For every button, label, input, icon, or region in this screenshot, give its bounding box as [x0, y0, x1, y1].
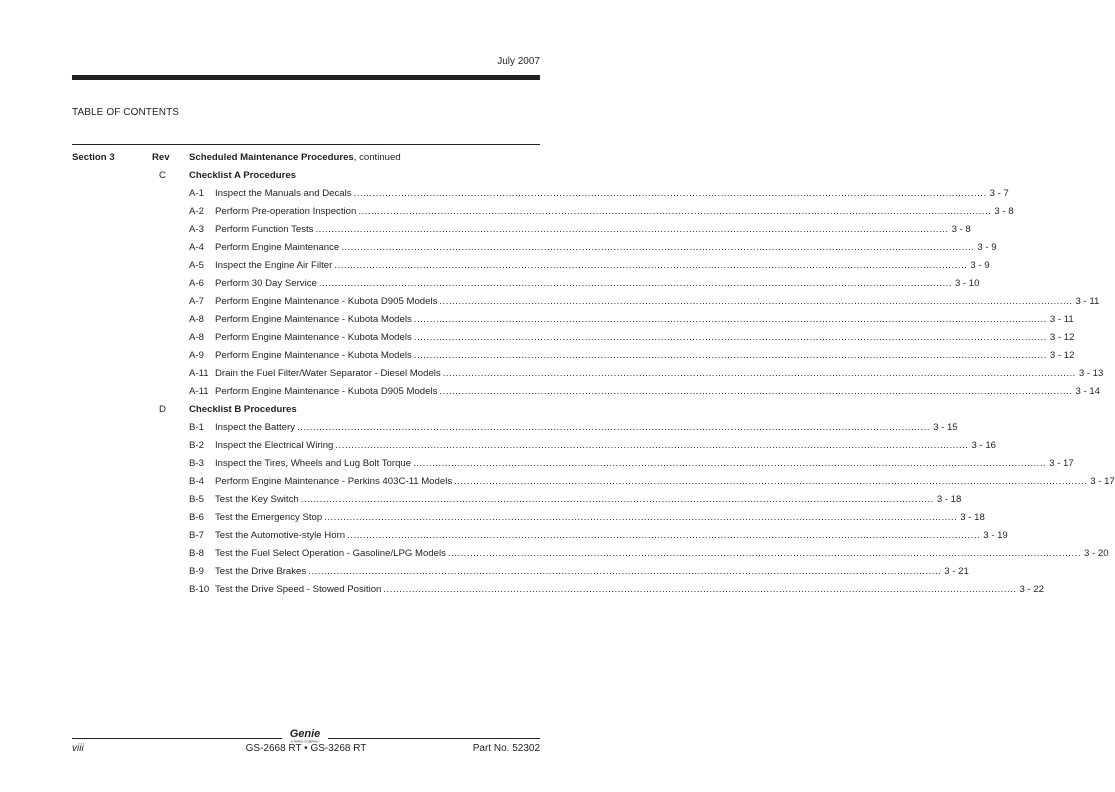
page-reference: 3 - 12 [1049, 350, 1075, 361]
logo-subtext: A TEREX COMPANY [290, 739, 320, 744]
procedure-number: B-4 [189, 476, 204, 487]
toc-entry[interactable] [0, 349, 1075, 363]
toc-entry[interactable] [0, 367, 1104, 381]
procedure-title: Test the Drive Speed - Stowed Position [215, 584, 382, 595]
dot-leader: ........................................................................................................................................................................................................ [358, 206, 992, 217]
footer-part-number: Part No. 52302 [472, 743, 540, 754]
toc-entry[interactable] [0, 475, 1115, 489]
checklist-title: Checklist A Procedures [189, 170, 296, 181]
toc-entry[interactable] [0, 331, 1075, 345]
procedure-number: A-7 [189, 296, 204, 307]
dot-leader: ........................................................................................................................................................................................................ [347, 530, 981, 541]
procedure-title: Perform Engine Maintenance - Kubota D905 Models [215, 386, 438, 397]
logo-wordmark: Genie [289, 728, 321, 740]
procedure-number: B-8 [189, 548, 204, 559]
dot-leader: ........................................................................................................................................................................................................ [308, 566, 942, 577]
procedure-title: Perform Engine Maintenance - Perkins 403C-11 Models [215, 476, 453, 487]
page-reference: 3 - 8 [951, 224, 971, 235]
procedure-number: A-11 [189, 368, 209, 379]
procedure-title: Perform Engine Maintenance - Kubota Models [215, 314, 412, 325]
page-reference: 3 - 22 [1019, 584, 1045, 595]
toc-entry[interactable] [0, 223, 971, 237]
dot-leader: ........................................................................................................................................................................................................ [335, 440, 969, 451]
procedure-title: Inspect the Battery [215, 422, 295, 433]
page-reference: 3 - 18 [960, 512, 985, 523]
procedure-title: Perform Engine Maintenance [215, 242, 340, 253]
toc-entry[interactable] [0, 385, 1101, 399]
page-reference: 3 - 8 [994, 206, 1014, 217]
dot-leader: ........................................................................................................................................................................................................ [341, 242, 975, 253]
procedure-number: B-2 [189, 440, 204, 451]
dot-leader: ........................................................................................................................................................................................................ [353, 188, 987, 199]
section-title-text: Scheduled Maintenance Procedures [189, 152, 354, 163]
page-reference: 3 - 17 [1049, 458, 1074, 469]
page-reference: 3 - 20 [1084, 548, 1109, 559]
toc-entry[interactable] [0, 565, 969, 579]
page-reference: 3 - 11 [1075, 296, 1100, 307]
procedure-number: A-6 [189, 278, 204, 289]
page-reference: 3 - 15 [933, 422, 958, 433]
toc-entry[interactable] [0, 187, 1009, 201]
page-reference: 3 - 17 [1090, 476, 1115, 487]
procedure-number: A-11 [189, 386, 209, 397]
procedure-title: Perform 30 Day Service [215, 278, 317, 289]
toc-entry[interactable] [0, 439, 997, 453]
procedure-number: A-9 [189, 350, 204, 361]
group-header-row [0, 403, 612, 417]
toc-entry[interactable] [0, 457, 1074, 471]
section-title-suffix: , continued [353, 152, 401, 163]
page-reference: 3 - 9 [970, 260, 990, 271]
rev-column-label: Rev [152, 152, 170, 163]
toc-entry[interactable] [0, 547, 1109, 561]
section-title [189, 151, 401, 165]
procedure-number: A-3 [189, 224, 204, 235]
procedure-title: Inspect the Tires, Wheels and Lug Bolt Torque [215, 458, 412, 469]
toc-title: TABLE OF CONTENTS [72, 107, 180, 118]
procedure-title: Inspect the Manuals and Decals [215, 188, 352, 199]
procedure-number: A-8 [189, 314, 204, 325]
page-reference: 3 - 16 [971, 440, 997, 451]
procedure-title: Perform Pre-operation Inspection [215, 206, 357, 217]
procedure-number: A-1 [189, 188, 204, 199]
page-reference: 3 - 12 [1049, 332, 1075, 343]
header-date: July 2007 [497, 56, 540, 67]
header-rule [72, 75, 540, 80]
footer-rule-right [328, 738, 540, 739]
dot-leader: ........................................................................................................................................................................................................ [383, 584, 1017, 595]
page-reference: 3 - 14 [1075, 386, 1101, 397]
dot-leader: ........................................................................................................................................................................................................ [315, 224, 949, 235]
page-reference: 3 - 13 [1078, 368, 1104, 379]
procedure-number: B-5 [189, 494, 204, 505]
dot-leader: ........................................................................................................................................................................................................ [413, 350, 1047, 361]
checklist-title: Checklist B Procedures [189, 404, 297, 415]
procedure-title: Inspect the Electrical Wiring [215, 440, 334, 451]
toc-entry[interactable] [0, 241, 997, 255]
section-header-row [0, 151, 612, 165]
toc-entry[interactable] [0, 313, 1074, 327]
dot-leader: ........................................................................................................................................................................................................ [454, 476, 1088, 487]
procedure-title: Test the Key Switch [215, 494, 299, 505]
procedure-number: A-2 [189, 206, 204, 217]
toc-entry[interactable] [0, 421, 958, 435]
procedure-title: Test the Automotive-style Horn [215, 530, 346, 541]
footer-models: GS-2668 RT • GS-3268 RT [245, 743, 367, 754]
dot-leader: ........................................................................................................................................................................................................ [413, 458, 1047, 469]
dot-leader: ........................................................................................................................................................................................................ [297, 422, 931, 433]
toc-entry[interactable] [0, 583, 1045, 597]
dot-leader: ........................................................................................................................................................................................................ [447, 548, 1081, 559]
toc-entry[interactable] [0, 277, 980, 291]
procedure-title: Test the Drive Brakes [215, 566, 307, 577]
dot-leader: ........................................................................................................................................................................................................ [439, 296, 1073, 307]
page-reference: 3 - 19 [983, 530, 1008, 541]
revision-code: D [159, 404, 166, 415]
procedure-title: Test the Emergency Stop [215, 512, 323, 523]
genie-logo [285, 726, 325, 744]
procedure-number: B-3 [189, 458, 204, 469]
dot-leader: ........................................................................................................................................................................................................ [413, 332, 1047, 343]
dot-leader: ........................................................................................................................................................................................................ [442, 368, 1076, 379]
procedure-title: Perform Function Tests [215, 224, 314, 235]
toc-entry[interactable] [0, 511, 985, 525]
procedure-number: B-7 [189, 530, 204, 541]
procedure-title: Perform Engine Maintenance - Kubota Models [215, 350, 412, 361]
procedure-title: Perform Engine Maintenance - Kubota D905 Models [215, 296, 438, 307]
procedure-number: B-1 [189, 422, 204, 433]
page-reference: 3 - 7 [989, 188, 1009, 199]
dot-leader: ........................................................................................................................................................................................................ [324, 512, 958, 523]
page-reference: 3 - 18 [936, 494, 962, 505]
section-label: Section 3 [72, 152, 115, 163]
dot-leader: ........................................................................................................................................................................................................ [439, 386, 1073, 397]
page-reference: 3 - 10 [954, 278, 980, 289]
toc-entry[interactable] [0, 205, 1014, 219]
page-reference: 3 - 21 [944, 566, 969, 577]
dot-leader: ........................................................................................................................................................................................................ [300, 494, 934, 505]
section-rule [72, 144, 540, 145]
group-header-row [0, 169, 612, 183]
toc-entry[interactable] [0, 529, 1008, 543]
dot-leader: ........................................................................................................................................................................................................ [318, 278, 952, 289]
procedure-number: A-4 [189, 242, 204, 253]
procedure-number: A-5 [189, 260, 204, 271]
toc-entry[interactable] [0, 493, 962, 507]
procedure-title: Perform Engine Maintenance - Kubota Models [215, 332, 412, 343]
procedure-number: A-8 [189, 332, 204, 343]
page-reference: 3 - 11 [1049, 314, 1074, 325]
revision-code: C [159, 170, 166, 181]
procedure-number: B-6 [189, 512, 204, 523]
dot-leader: ........................................................................................................................................................................................................ [334, 260, 968, 271]
procedure-title: Drain the Fuel Filter/Water Separator - Diesel Models [215, 368, 441, 379]
procedure-title: Test the Fuel Select Operation - Gasoline/LPG Models [215, 548, 446, 559]
procedure-number: B-10 [189, 584, 210, 595]
footer-rule-left [72, 738, 282, 739]
dot-leader: ........................................................................................................................................................................................................ [413, 314, 1047, 325]
procedure-number: B-9 [189, 566, 204, 577]
page-reference: 3 - 9 [977, 242, 997, 253]
procedure-title: Inspect the Engine Air Filter [215, 260, 333, 271]
footer-page-number: viii [72, 743, 84, 754]
toc-entry[interactable] [0, 295, 1100, 309]
toc-entry[interactable] [0, 259, 990, 273]
